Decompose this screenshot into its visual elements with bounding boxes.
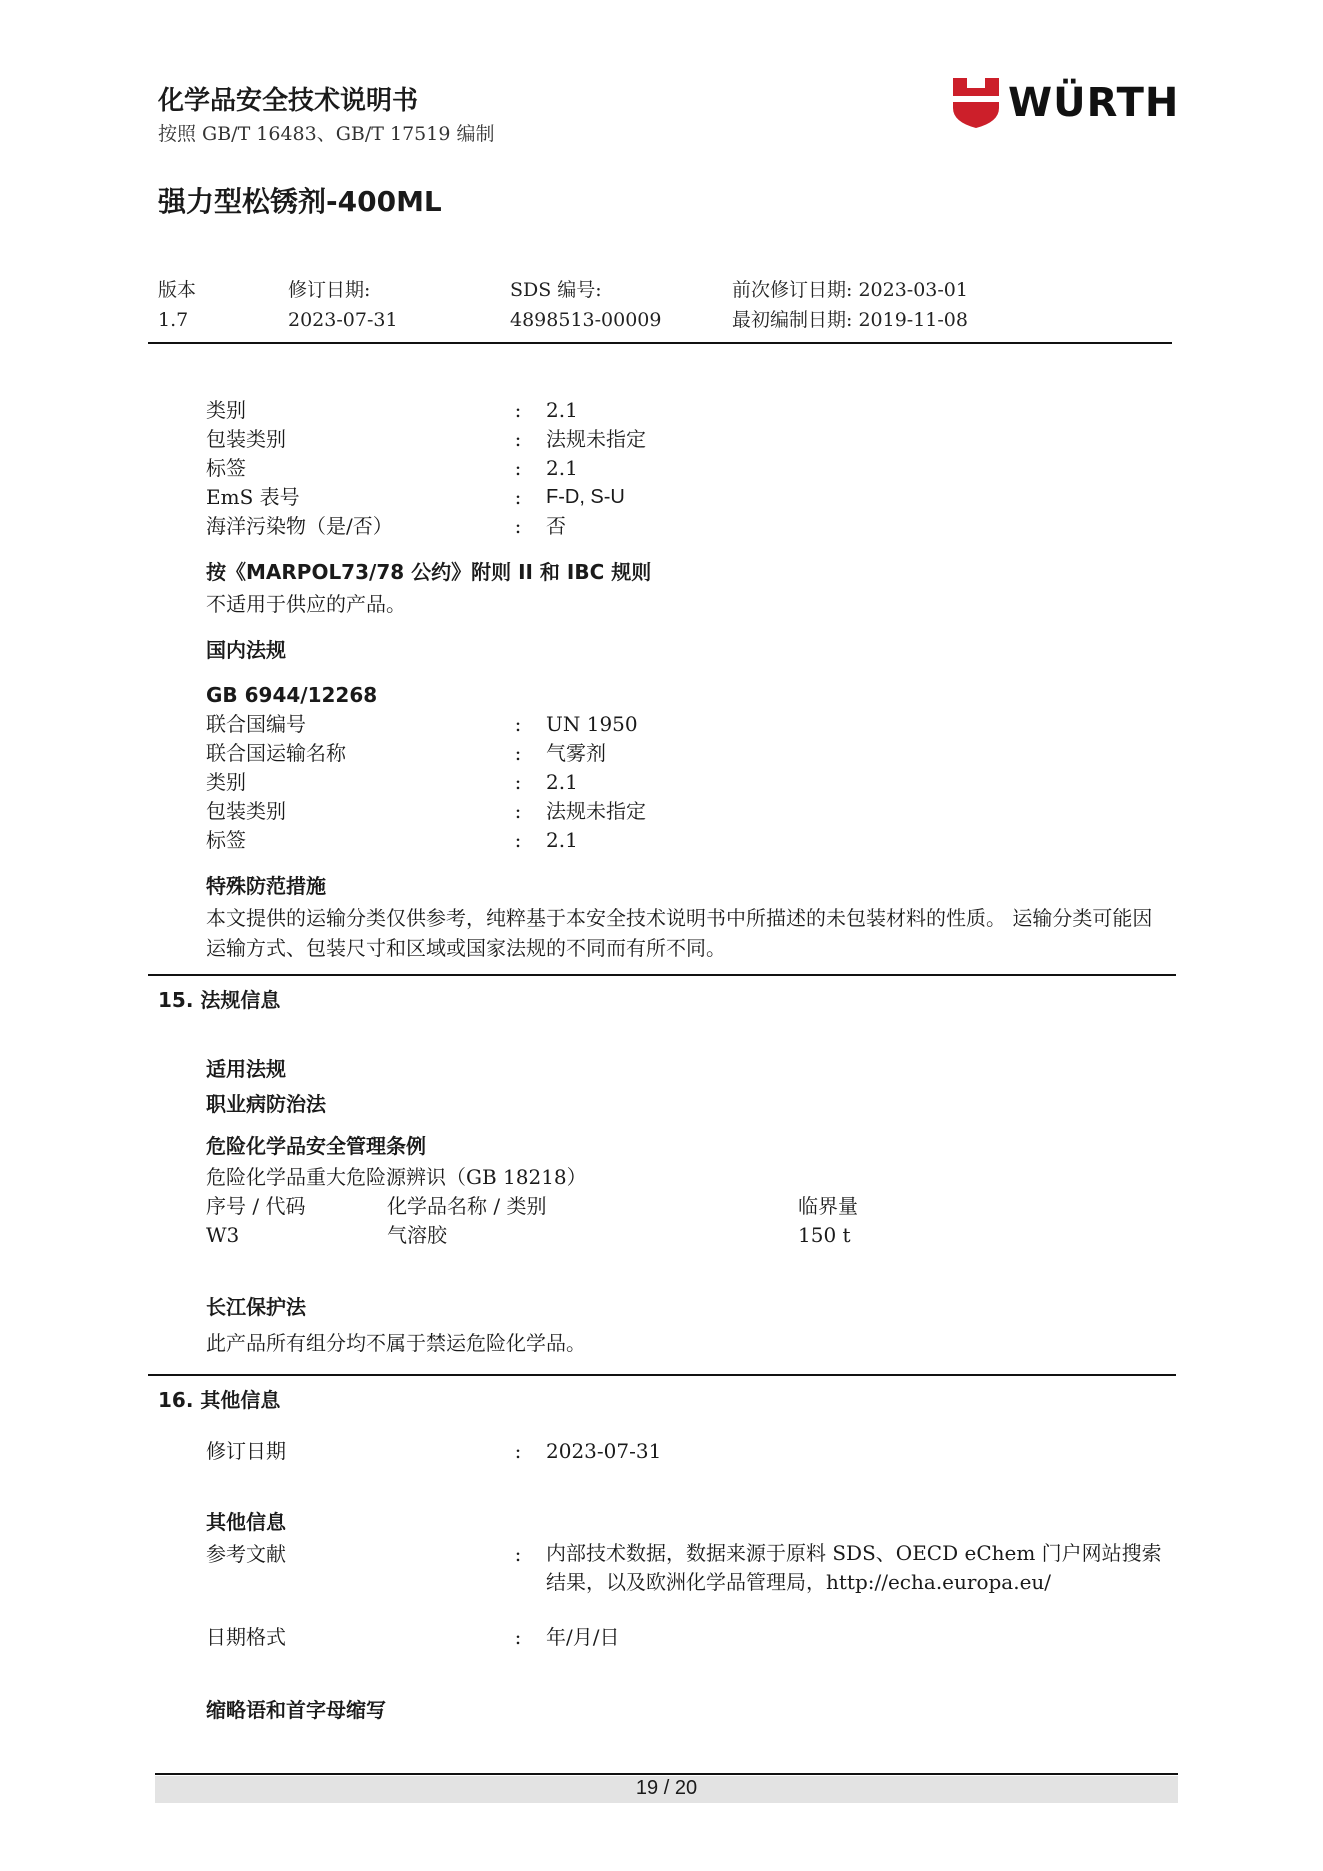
section-divider [148, 974, 1176, 976]
special-precautions-text: 本文提供的运输分类仅供参考，纯粹基于本安全技术说明书中所描述的未包装材料的性质。 运输分类可能因运输方式、包装尺寸和区域或国家法规的不同而有所不同。 [206, 906, 1153, 960]
marpol-text: 不适用于供应的产品。 [206, 592, 406, 616]
section-15-title: 15. 法规信息 [158, 988, 281, 1012]
section-divider [148, 1374, 1176, 1376]
domestic-class-label: 类别 [206, 770, 246, 794]
imdg-marine-pollutant-label: 海洋污染物（是/否） [206, 514, 393, 538]
applicable-regulations-heading: 适用法规 [206, 1057, 286, 1081]
footer-bar [155, 1776, 1178, 1803]
colon: : [514, 456, 522, 480]
colon: : [514, 770, 522, 794]
domestic-class-value: 2.1 [546, 770, 578, 794]
imdg-ems-label: EmS 表号 [206, 485, 300, 509]
product-name: 强力型松锈剂-400ML [158, 185, 442, 218]
imdg-packing-group-label: 包装类别 [206, 427, 286, 451]
table-header-threshold: 临界量 [798, 1194, 858, 1218]
occupational-disease-law-heading: 职业病防治法 [206, 1092, 326, 1116]
imdg-ems-value: F-D, S-U [546, 486, 625, 508]
colon: : [514, 427, 522, 451]
header-divider [148, 342, 1172, 344]
domestic-regulations-heading: 国内法规 [206, 638, 286, 662]
page-number: 19 / 20 [635, 1777, 698, 1799]
date-format-value: 年/月/日 [546, 1625, 620, 1649]
table-header-chemical-name: 化学品名称 / 类别 [387, 1194, 547, 1218]
table-header-code: 序号 / 代码 [206, 1194, 306, 1218]
colon: : [514, 485, 522, 509]
yangtze-protection-law-heading: 长江保护法 [206, 1295, 306, 1319]
un-number-label: 联合国编号 [206, 712, 306, 736]
colon: : [514, 799, 522, 823]
imdg-label-label: 标签 [206, 456, 246, 480]
gb-standard-heading: GB 6944/12268 [206, 683, 378, 707]
other-information-heading: 其他信息 [206, 1510, 286, 1534]
domestic-packing-group-value: 法规未指定 [546, 799, 646, 823]
special-precautions-heading: 特殊防范措施 [206, 874, 326, 898]
table-cell-threshold: 150 t [798, 1223, 851, 1247]
revision-date-label: 修订日期: [288, 279, 371, 301]
imdg-class-label: 类别 [206, 398, 246, 422]
colon: : [514, 1439, 522, 1463]
date-format-label: 日期格式 [206, 1625, 286, 1649]
section-16-title: 16. 其他信息 [158, 1388, 281, 1412]
domestic-label-label: 标签 [206, 828, 246, 852]
un-shipping-name-value: 气雾剂 [546, 741, 606, 765]
imdg-class-value: 2.1 [546, 398, 578, 422]
imdg-marine-pollutant-value: 否 [546, 514, 566, 538]
abbreviations-heading: 缩略语和首字母缩写 [206, 1698, 386, 1722]
major-hazard-identification: 危险化学品重大危险源辨识（GB 18218） [206, 1165, 587, 1189]
sds-number-value: 4898513-00009 [510, 309, 662, 331]
imdg-label-value: 2.1 [546, 456, 578, 480]
brand-name: WÜRTH [1008, 80, 1180, 126]
colon: : [514, 1625, 522, 1649]
sds-number-label: SDS 编号: [510, 279, 602, 301]
yangtze-protection-law-text: 此产品所有组分均不属于禁运危险化学品。 [206, 1331, 586, 1355]
version-label: 版本 [158, 279, 197, 301]
un-number-value: UN 1950 [546, 712, 638, 736]
table-cell-chemical-name: 气溶胶 [387, 1223, 447, 1247]
wurth-logo-icon [953, 78, 999, 128]
references-label: 参考文献 [206, 1542, 286, 1566]
un-shipping-name-label: 联合国运输名称 [206, 741, 346, 765]
marpol-heading: 按《MARPOL73/78 公约》附则 II 和 IBC 规则 [206, 560, 652, 584]
domestic-label-value: 2.1 [546, 828, 578, 852]
domestic-packing-group-label: 包装类别 [206, 799, 286, 823]
first-edition-date: 最初编制日期: 2019-11-08 [732, 309, 968, 331]
colon: : [514, 1542, 522, 1566]
colon: : [514, 712, 522, 736]
colon: : [514, 398, 522, 422]
revision-date-label-16: 修订日期 [206, 1439, 286, 1463]
colon: : [514, 741, 522, 765]
previous-revision-date: 前次修订日期: 2023-03-01 [732, 279, 968, 301]
revision-date-value: 2023-07-31 [288, 309, 398, 331]
colon: : [514, 828, 522, 852]
document-title: 化学品安全技术说明书 [158, 86, 419, 116]
imdg-packing-group-value: 法规未指定 [546, 427, 646, 451]
colon: : [514, 514, 522, 538]
hazchem-regulation-heading: 危险化学品安全管理条例 [206, 1134, 426, 1158]
version-value: 1.7 [158, 309, 189, 331]
document-subtitle: 按照 GB/T 16483、GB/T 17519 编制 [158, 123, 495, 145]
footer-divider [155, 1773, 1178, 1775]
revision-date-value-16: 2023-07-31 [546, 1439, 662, 1463]
references-value: 内部技术数据，数据来源于原料 SDS、OECD eChem 门户网站搜索结果，以及欧洲化学品管理局，http://echa.europa.eu/ [546, 1541, 1162, 1594]
table-cell-code: W3 [206, 1223, 240, 1247]
